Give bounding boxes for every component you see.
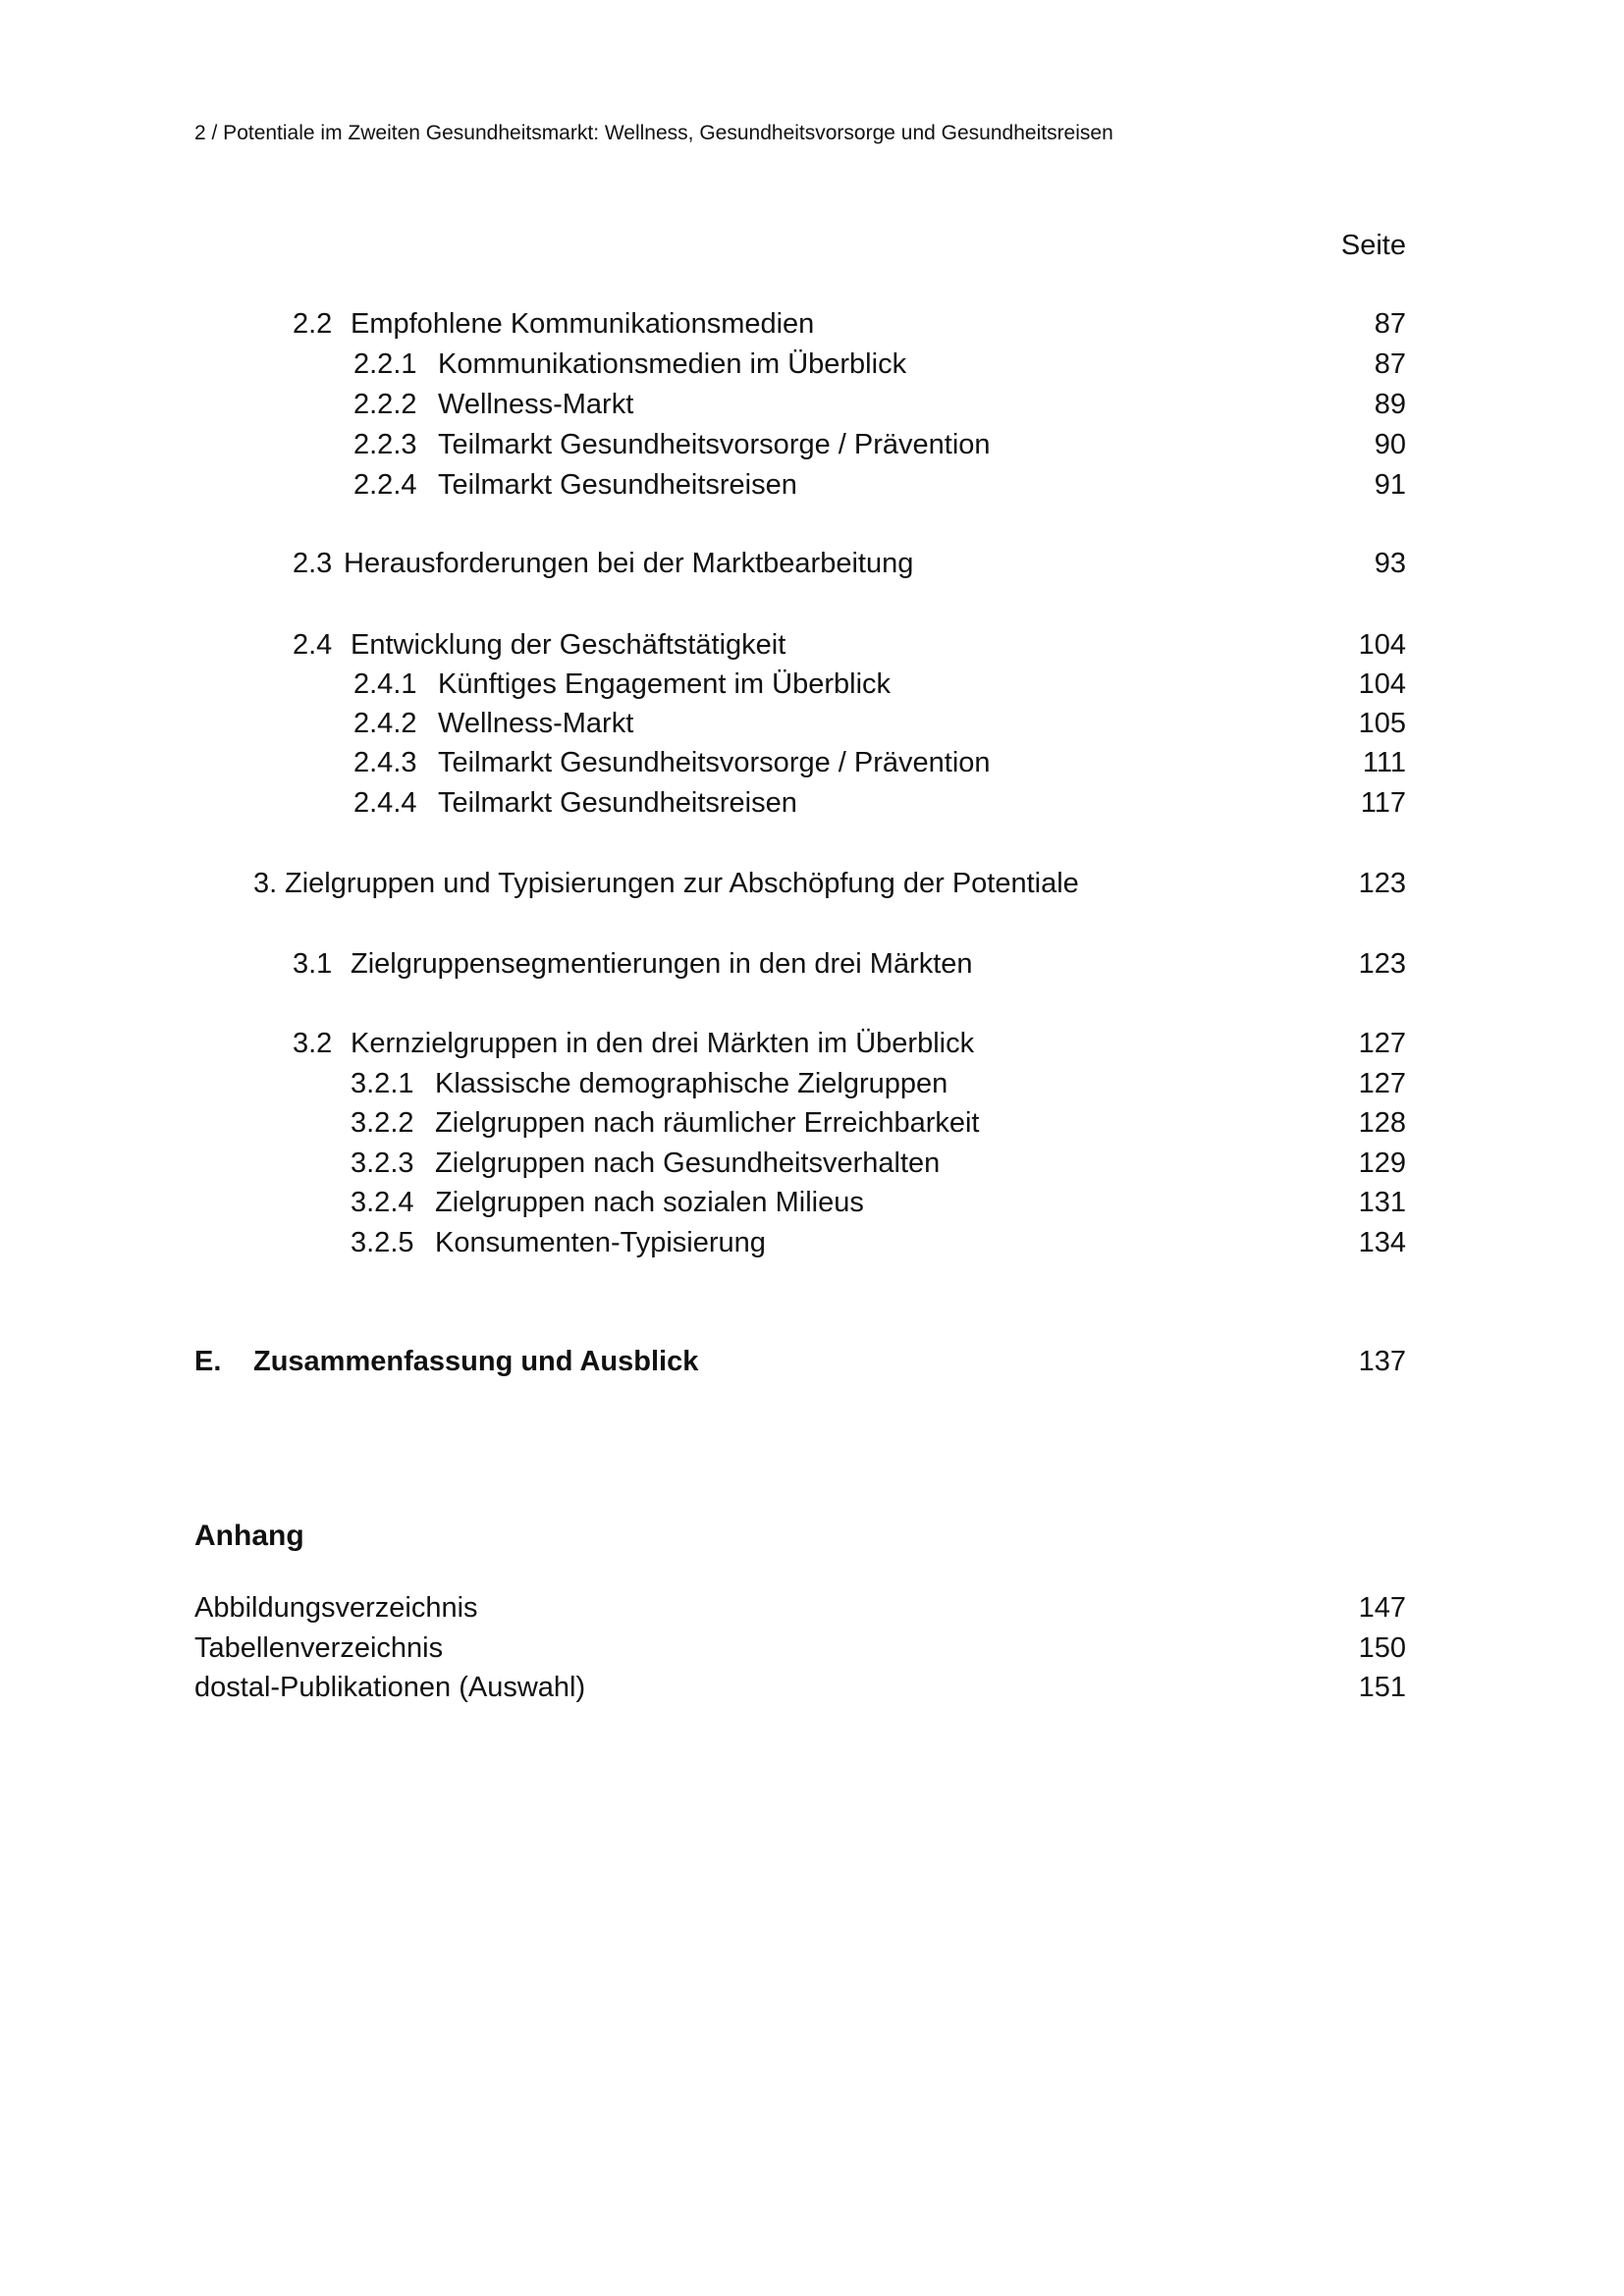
- toc-entry: [0, 944, 1406, 984]
- toc-title: Teilmarkt Gesundheitsreisen: [438, 469, 797, 501]
- toc-number: E.: [194, 1346, 222, 1377]
- toc-page: 117: [1360, 787, 1406, 819]
- toc-number: 3.1: [293, 948, 333, 980]
- toc-entry: [0, 1064, 1406, 1103]
- toc-page: 131: [1358, 1187, 1406, 1218]
- toc-page: 127: [1358, 1028, 1406, 1059]
- toc-page: 87: [1374, 308, 1406, 340]
- toc-title: Zielgruppensegmentierungen in den drei Märkten: [351, 948, 973, 980]
- appendix-title: Abbildungsverzeichnis: [194, 1592, 478, 1624]
- toc-entry: [0, 304, 1406, 344]
- toc-page: 137: [1358, 1346, 1406, 1377]
- toc-page: 93: [1374, 548, 1406, 579]
- toc-number: 2.4.4: [353, 787, 417, 819]
- toc-entry: [0, 625, 1406, 665]
- toc-title: Konsumenten-Typisierung: [435, 1227, 766, 1258]
- toc-number: 3.2.1: [351, 1068, 414, 1099]
- toc-page: 104: [1358, 668, 1406, 700]
- appendix-title: dostal-Publikationen (Auswahl): [194, 1672, 586, 1703]
- appendix-entry: [0, 1629, 1406, 1668]
- appendix-entry: [0, 1588, 1406, 1628]
- toc-number: 3.2.3: [351, 1148, 414, 1179]
- toc-entry: [0, 345, 1406, 384]
- toc-title: Wellness-Markt: [438, 708, 634, 739]
- toc-page: 104: [1358, 629, 1406, 661]
- toc-number: 3.2.5: [351, 1227, 414, 1258]
- page-column-label: Seite: [1340, 230, 1406, 261]
- toc-entry: [0, 465, 1406, 505]
- toc-page: 123: [1358, 868, 1406, 899]
- toc-entry: [0, 1223, 1406, 1262]
- appendix-entry: [0, 1668, 1406, 1707]
- toc-entry: [0, 864, 1406, 903]
- toc-number: 3.: [253, 868, 278, 899]
- toc-page: 111: [1362, 747, 1406, 778]
- toc-number: 3.2: [293, 1028, 333, 1059]
- toc-number: 2.2: [293, 308, 333, 340]
- toc-title: Wellness-Markt: [438, 389, 634, 420]
- toc-title: Zusammenfassung und Ausblick: [253, 1346, 699, 1377]
- toc-page: 105: [1358, 708, 1406, 739]
- toc-page: 89: [1374, 389, 1406, 420]
- toc-page: 134: [1358, 1227, 1406, 1258]
- appendix-page: 151: [1358, 1672, 1406, 1703]
- appendix-page: 150: [1358, 1632, 1406, 1664]
- toc-number: 2.2.4: [353, 469, 417, 501]
- toc-title: Künftiges Engagement im Überblick: [438, 668, 892, 700]
- toc-entry: [0, 665, 1406, 704]
- toc-title: Kommunikationsmedien im Überblick: [438, 348, 907, 380]
- toc-number: 2.4: [293, 629, 333, 661]
- toc-entry: [0, 783, 1406, 823]
- toc-entry: [0, 743, 1406, 782]
- toc-entry: [0, 1024, 1406, 1063]
- toc-title: Teilmarkt Gesundheitsvorsorge / Prävention: [438, 747, 991, 778]
- toc-number: 2.4.3: [353, 747, 417, 778]
- toc-number: 2.2.1: [353, 348, 417, 380]
- toc-title: Zielgruppen und Typisierungen zur Abschöpfung der Potentiale: [285, 868, 1079, 899]
- running-head: 2 / Potentiale im Zweiten Gesundheitsmarkt: Wellness, Gesundheitsvorsorge und Gesundheitsreisen: [194, 122, 1113, 144]
- toc-number: 2.3: [293, 548, 333, 579]
- toc-title: Entwicklung der Geschäftstätigkeit: [351, 629, 786, 661]
- toc-number: 2.2.2: [353, 389, 417, 420]
- toc-number: 2.2.3: [353, 429, 417, 460]
- toc-title: Zielgruppen nach räumlicher Erreichbarkeit: [435, 1107, 980, 1139]
- appendix-title: Tabellenverzeichnis: [194, 1632, 444, 1664]
- toc-entry: [0, 425, 1406, 464]
- appendix-heading: Anhang: [194, 1520, 304, 1552]
- toc-page: 128: [1358, 1107, 1406, 1139]
- toc-title: Klassische demographische Zielgruppen: [435, 1068, 948, 1099]
- toc-page: 129: [1358, 1148, 1406, 1179]
- toc-title: Zielgruppen nach Gesundheitsverhalten: [435, 1148, 941, 1179]
- toc-title: Herausforderungen bei der Marktbearbeitung: [344, 548, 914, 579]
- toc-entry: [0, 1183, 1406, 1222]
- toc-page: 91: [1374, 469, 1406, 501]
- toc-title: Kernzielgruppen in den drei Märkten im Überblick: [351, 1028, 975, 1059]
- toc-title: Teilmarkt Gesundheitsreisen: [438, 787, 797, 819]
- toc-number: 2.4.2: [353, 708, 417, 739]
- toc-page: 87: [1374, 348, 1406, 380]
- toc-page: 127: [1358, 1068, 1406, 1099]
- toc-number: 2.4.1: [353, 668, 417, 700]
- toc-entry: [0, 704, 1406, 743]
- toc-title: Empfohlene Kommunikationsmedien: [351, 308, 815, 340]
- toc-number: 3.2.2: [351, 1107, 414, 1139]
- toc-entry: [0, 1342, 1406, 1381]
- toc-entry: [0, 1103, 1406, 1143]
- toc-title: Zielgruppen nach sozialen Milieus: [435, 1187, 864, 1218]
- toc-page: 90: [1374, 429, 1406, 460]
- toc-page: 123: [1358, 948, 1406, 980]
- toc-title: Teilmarkt Gesundheitsvorsorge / Prävention: [438, 429, 991, 460]
- toc-entry: [0, 544, 1406, 583]
- toc-entry: [0, 1144, 1406, 1183]
- appendix-page: 147: [1358, 1592, 1406, 1624]
- toc-number: 3.2.4: [351, 1187, 414, 1218]
- toc-entry: [0, 385, 1406, 424]
